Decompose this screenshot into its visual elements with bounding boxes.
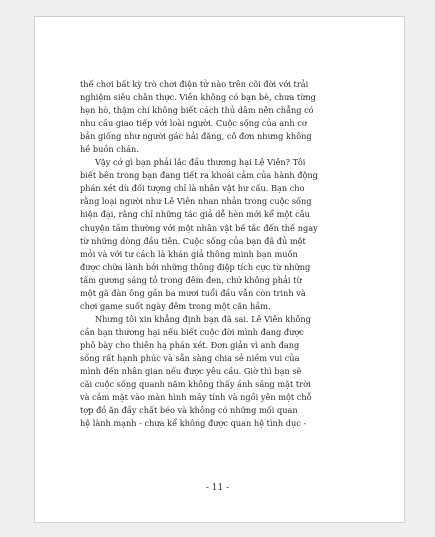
text-line: thế chơi bất kỳ trò chơi điện tử nào trên cõi đời với trải xyxy=(80,79,309,89)
text-line: nhu cầu giao tiếp với loài người. Cuộc sống của anh cơ xyxy=(80,118,307,129)
text-line: mỏi và với tư cách là khán giả thông minh bạn muốn xyxy=(80,248,298,259)
text-line: từ những dòng đầu tiên. Cuộc sống của bạn đã đủ mệt xyxy=(80,235,306,246)
text-line: Nhưng tôi xin khẳng định bạn đã sai. Lê Viên không xyxy=(95,313,311,324)
text-line: bản giống như người gác hải đăng, cô đơn nhưng không xyxy=(80,131,312,142)
text-line: tấm gương sáng tỏ trong đêm đen, chứ không phải từ xyxy=(80,274,302,285)
text-line: hề buồn chán. xyxy=(80,144,139,155)
text-line: chơi game suốt ngày đêm trong một căn hầm. xyxy=(80,300,271,311)
text-line: mình đến nhân gian nếu được yêu cầu. Giờ thì bạn sẽ xyxy=(80,366,302,377)
paragraph xyxy=(80,156,342,313)
text-line: hệ lành mạnh - chưa kể không được quan hệ tình dục - xyxy=(80,418,307,429)
text-line: rằng loại người như Lê Viên nhan nhản trong cuộc sống xyxy=(80,196,312,207)
paragraph xyxy=(80,313,342,430)
page-number: - 11 - xyxy=(205,483,230,493)
text-line: nghiệm siêu chân thực. Viên không có bạn bè, chưa từng xyxy=(80,92,316,103)
text-line: một gã đàn ông gần ba mươi tuổi đầu vẫn còn trinh và xyxy=(80,287,306,298)
text-line: cãi cuộc sống quanh năm không thấy ánh sáng mặt trời xyxy=(80,379,311,390)
text-line: và cắm mặt vào màn hình máy tính và ngồi yên một chỗ xyxy=(80,392,312,403)
text-line: sống rất hạnh phúc và sẵn sàng chia sẻ niềm vui của xyxy=(80,352,300,363)
text-line: phô bày cho thiên hạ phán xét. Đơn giản vì anh đang xyxy=(80,339,300,350)
text-line: hiện đại, rằng chỉ những tác giả dễ hèn mới kể một câu xyxy=(80,209,310,220)
text-line: tợp đồ ăn đầy chất béo và không có những mối quan xyxy=(80,405,298,416)
text-line: Vậy cớ gì bạn phải lắc đầu thương hại Lê Viên? Tôi xyxy=(95,157,306,168)
text-line: phán xét dù đối tượng chỉ là nhân vật hư cấu. Bạn cho xyxy=(80,183,305,194)
text-line: hẹn hò, thậm chí không biết cách thủ dâm nên chẳng có xyxy=(80,105,314,116)
text-line: được chữa lành bởi những thông điệp tích cực từ những xyxy=(80,261,311,272)
text-line: chuyện tầm thường với một nhân vật bế tắc đến thế ngay xyxy=(80,222,318,233)
text-line: biết bên trong bạn đang tiết ra khoái cảm của hành động xyxy=(80,170,318,181)
paragraph xyxy=(80,78,342,156)
body-text xyxy=(80,78,342,430)
text-line: cần bạn thương hại nếu biết cuộc đời mình đang được xyxy=(80,326,304,337)
